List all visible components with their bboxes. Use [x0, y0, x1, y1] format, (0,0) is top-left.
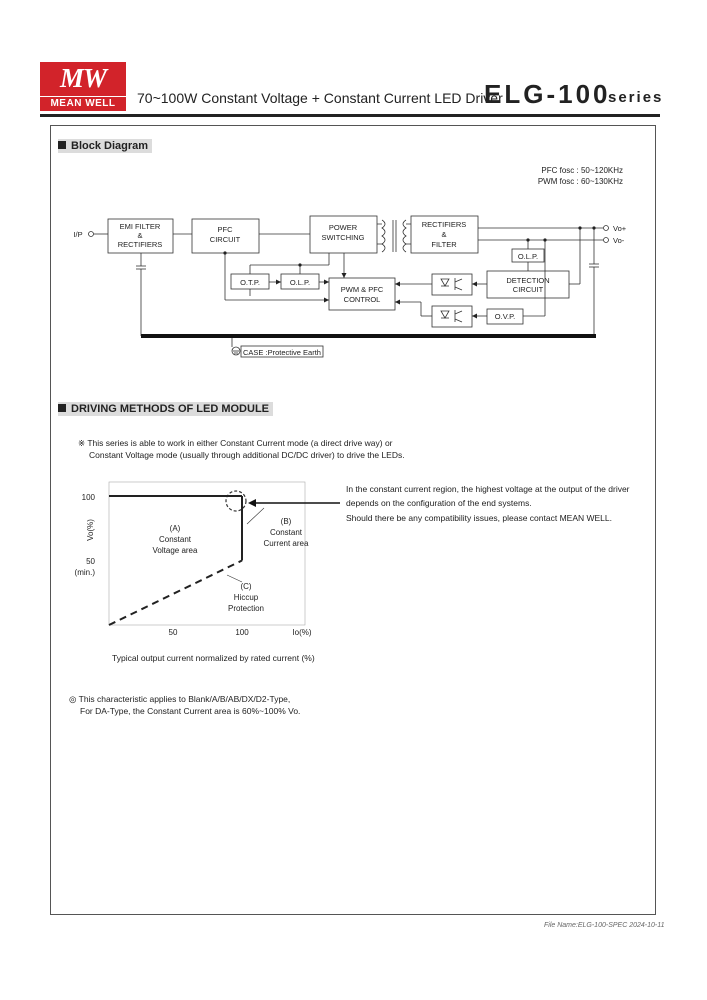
emi-line2: & — [137, 231, 143, 240]
input-terminal — [89, 232, 94, 237]
emi-line3: RECTIFIERS — [117, 240, 163, 249]
rect-line1: RECTIFIERS — [421, 220, 467, 229]
leader-c — [227, 575, 242, 582]
note-line-2: Constant Voltage mode (usually through additional DC/DC driver) to drive the LEDs. — [89, 450, 405, 460]
bullet-square-icon — [58, 404, 66, 412]
power-line1: POWER — [328, 223, 358, 232]
ytick-min: (min.) — [74, 568, 95, 577]
footnote-line-2: For DA-Type, the Constant Current area is 60%~100% Vo. — [80, 706, 301, 716]
pfc-line1: PFC — [217, 225, 233, 234]
x-axis-label: Io(%) — [292, 628, 312, 637]
detection-line1: DETECTION — [506, 276, 550, 285]
page-subtitle: 70~100W Constant Voltage + Constant Current LED Driver — [137, 90, 503, 106]
vo-minus-terminal — [604, 238, 609, 243]
side-text-2: depends on the configuration of the end systems. — [346, 498, 532, 508]
y-axis-label: Vo(%) — [86, 519, 95, 541]
anno-c-2: Hiccup — [233, 593, 259, 602]
vo-plus-terminal — [604, 226, 609, 231]
pfc-line2: CIRCUIT — [209, 235, 241, 244]
ovp-label: O.V.P. — [494, 312, 516, 321]
vo-plus-label: Vo+ — [613, 224, 627, 233]
pwm-pfc-box — [329, 278, 395, 310]
power-line2: SWITCHING — [321, 233, 365, 242]
logo-name: MEAN WELL — [40, 97, 126, 111]
pfc-fosc: PFC fosc : 50~120KHz — [541, 166, 623, 175]
page-title: ELG-100 — [484, 79, 611, 109]
block-diagram-title: Block Diagram — [71, 140, 149, 152]
note-line-1: ※ This series is able to work in either Constant Current mode (a direct drive way) or — [78, 438, 393, 448]
ip-label: I/P — [73, 230, 83, 239]
ytick-100: 100 — [81, 493, 95, 502]
block-diagram — [0, 0, 707, 400]
xtick-50: 50 — [168, 628, 178, 637]
detection-line2: CIRCUIT — [512, 285, 544, 294]
pwm-fosc: PWM fosc : 60~130KHz — [537, 177, 623, 186]
anno-c-1: (C) — [240, 582, 252, 591]
anno-a-2: Constant — [158, 535, 192, 544]
pwm-line2: CONTROL — [343, 295, 381, 304]
ground-bus — [141, 334, 596, 338]
vo-minus-label: Vo- — [613, 236, 625, 245]
anno-a-1: (A) — [169, 524, 181, 533]
olp-out-label: O.L.P. — [517, 252, 539, 261]
driving-methods-title: DRIVING METHODS OF LED MODULE — [71, 403, 269, 415]
rect-line2: & — [441, 230, 447, 239]
footnote-line-1: ◎ This characteristic applies to Blank/A/B/AB/DX/D2-Type, — [69, 694, 291, 704]
pwm-line1: PWM & PFC — [340, 285, 384, 294]
pointer-arrow-head — [248, 499, 256, 507]
series-label: series — [608, 89, 664, 106]
series-line-2 — [109, 561, 242, 626]
ytick-50: 50 — [86, 557, 95, 566]
rect-line3: FILTER — [431, 240, 457, 249]
leader-b — [247, 508, 264, 524]
anno-b-3: Current area — [263, 539, 309, 548]
case-label: CASE :Protective Earth — [243, 348, 321, 357]
anno-c-3: Protection — [227, 604, 265, 613]
emi-line1: EMI FILTER — [119, 222, 161, 231]
chart-caption: Typical output current normalized by rated current (%) — [112, 653, 315, 663]
file-name: File Name:ELG-100-SPEC 2024-10-11 — [544, 922, 665, 929]
anno-a-3: Voltage area — [152, 546, 198, 555]
anno-b-1: (B) — [280, 517, 292, 526]
side-text-1: In the constant current region, the highest voltage at the output of the driver — [346, 484, 630, 494]
otp-label: O.T.P. — [240, 278, 260, 287]
driving-methods-heading — [58, 402, 273, 416]
logo-mark-text: MW — [59, 63, 106, 93]
opto-coupler-1 — [432, 274, 472, 295]
vi-characteristic-chart — [0, 470, 707, 670]
side-text-3: Should there be any compatibility issues, please contact MEAN WELL. — [346, 513, 612, 523]
anno-b-2: Constant — [269, 528, 303, 537]
xtick-100: 100 — [235, 628, 249, 637]
opto-coupler-2 — [432, 306, 472, 327]
olp-label: O.L.P. — [289, 278, 311, 287]
